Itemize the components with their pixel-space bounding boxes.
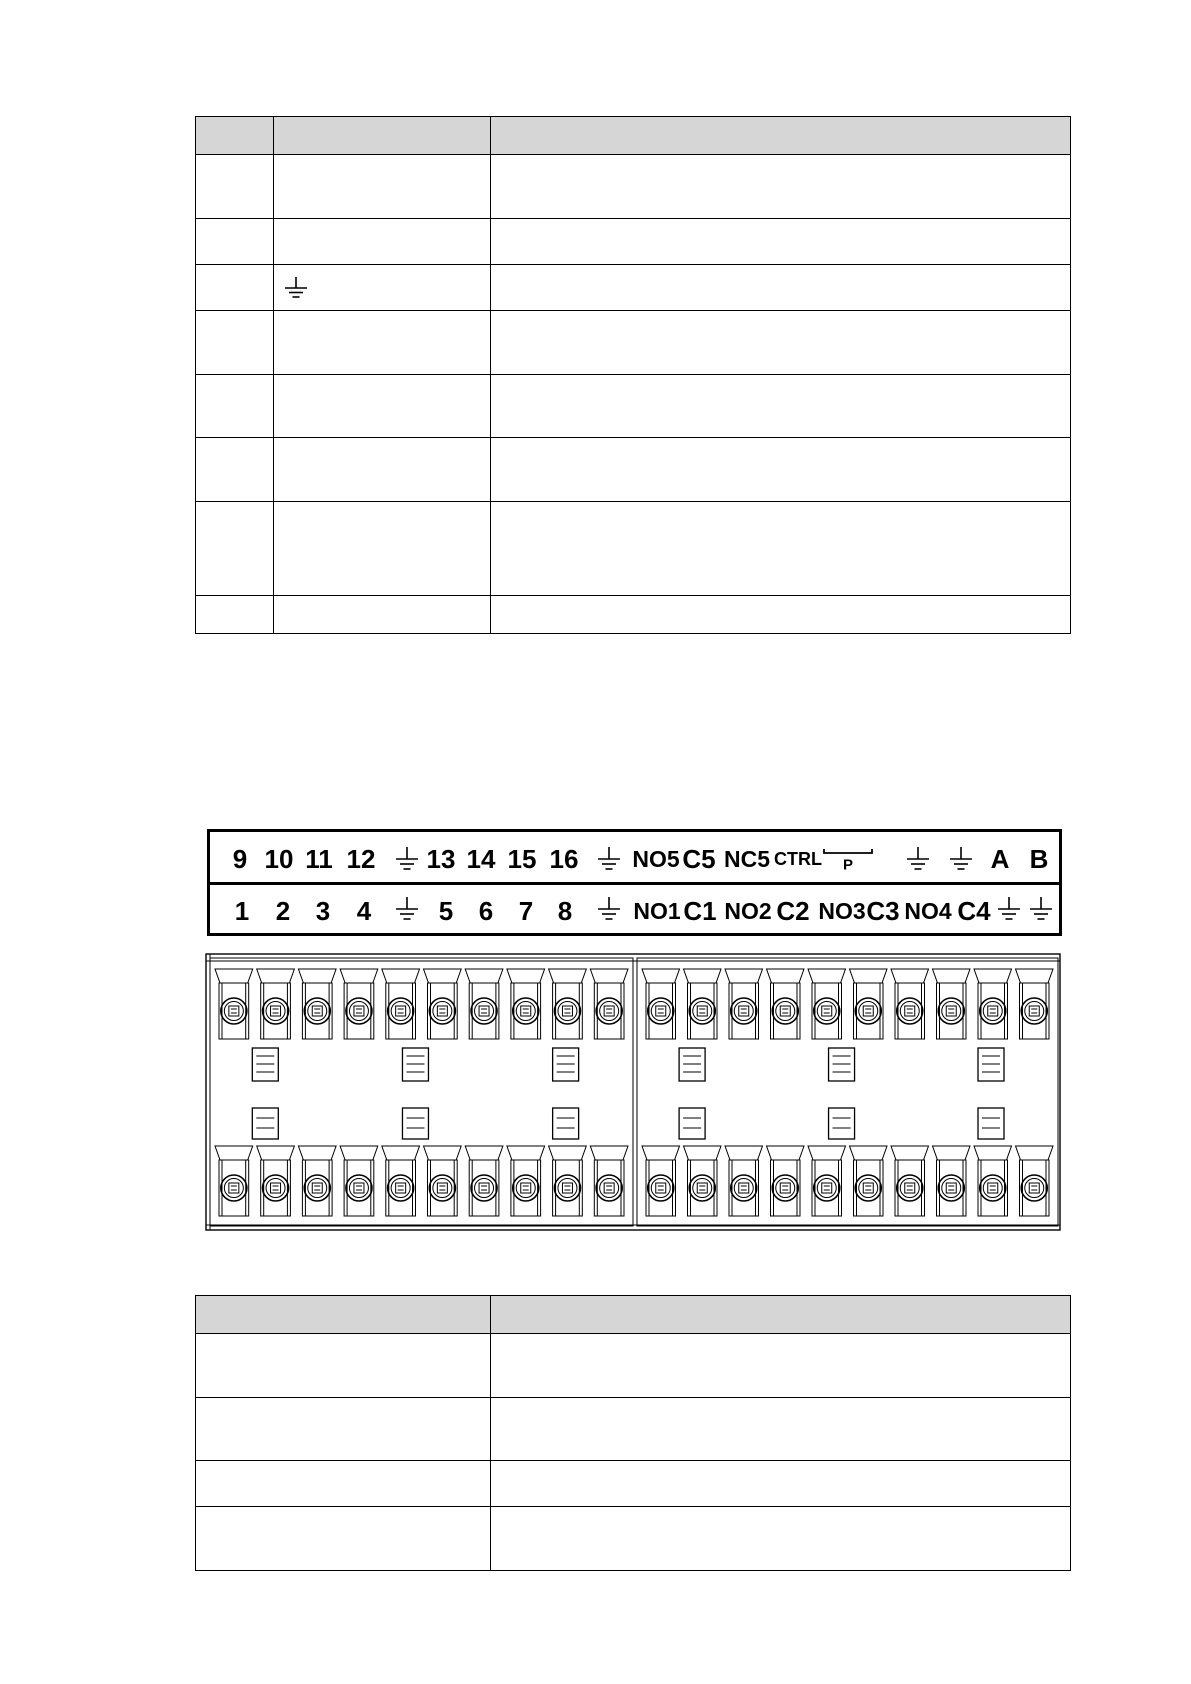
terminal-label: 7 <box>518 896 534 926</box>
terminal-label: 16 <box>549 844 579 874</box>
table-cell <box>491 1398 1071 1461</box>
table-cell-ground <box>274 265 491 311</box>
screw-terminal <box>340 1146 378 1216</box>
terminal-label: C5 <box>682 844 716 874</box>
ground-icon <box>282 276 310 300</box>
terminal-label: C3 <box>866 896 900 926</box>
screw-terminal <box>642 969 680 1039</box>
screw-terminal <box>507 969 545 1039</box>
screw-terminal <box>684 969 722 1039</box>
ground-icon <box>998 897 1020 919</box>
terminal-label: C2 <box>776 896 810 926</box>
table-cell <box>274 596 491 634</box>
screw-terminal <box>891 969 929 1039</box>
latch <box>978 1048 1004 1139</box>
ground-icon <box>950 847 972 869</box>
table-cell <box>491 1507 1071 1571</box>
table-row <box>196 375 1071 438</box>
screw-terminal <box>850 1146 888 1216</box>
latch <box>252 1048 278 1139</box>
screw-terminal <box>257 969 295 1039</box>
terminal-label: 13 <box>426 844 456 874</box>
terminal-label: NO1 <box>633 898 681 924</box>
table-header-row <box>196 1296 1071 1334</box>
top-table <box>195 116 1071 634</box>
table-cell <box>274 438 491 502</box>
table-cell <box>491 438 1071 502</box>
screw-terminal <box>382 969 420 1039</box>
table-row <box>196 219 1071 265</box>
screw-terminal <box>507 1146 545 1216</box>
table-cell <box>196 502 274 596</box>
screw-terminal <box>767 969 805 1039</box>
screw-terminal <box>808 1146 846 1216</box>
screw-terminal <box>1016 1146 1054 1216</box>
terminal-label: 4 <box>356 896 372 926</box>
bottom-table <box>195 1295 1071 1571</box>
table-cell <box>274 375 491 438</box>
terminal-label: 15 <box>507 844 537 874</box>
header-cell <box>491 117 1071 155</box>
screw-terminal <box>642 1146 680 1216</box>
header-cell <box>196 1296 491 1334</box>
screw-terminal <box>974 969 1012 1039</box>
latch <box>402 1048 428 1139</box>
screw-terminal <box>549 969 587 1039</box>
table-row <box>196 1461 1071 1507</box>
terminal-label: NO4 <box>904 898 952 924</box>
table-cell <box>196 1334 491 1398</box>
table-cell <box>196 438 274 502</box>
table-cell <box>196 265 274 311</box>
screw-terminal <box>298 969 336 1039</box>
header-cell <box>491 1296 1071 1334</box>
table-row <box>196 311 1071 375</box>
terminal-label: NC5 <box>723 846 771 872</box>
terminal-label: P <box>842 856 854 874</box>
table-cell <box>196 219 274 265</box>
screw-terminal <box>767 1146 805 1216</box>
ground-icon <box>907 847 929 869</box>
screw-terminal <box>725 1146 763 1216</box>
table-cell <box>491 219 1071 265</box>
screw-terminal <box>891 1146 929 1216</box>
terminal-label: CTRL <box>774 849 822 869</box>
terminal-label: C1 <box>683 896 717 926</box>
terminal-label: 6 <box>478 896 494 926</box>
terminal-label: A <box>990 844 1010 874</box>
table-cell <box>274 502 491 596</box>
screw-terminal <box>340 969 378 1039</box>
terminal-label: 14 <box>466 844 496 874</box>
terminal-label: 11 <box>305 844 333 874</box>
screw-terminal <box>382 1146 420 1216</box>
table-row <box>196 502 1071 596</box>
table-row <box>196 1398 1071 1461</box>
power-switch-icon <box>824 849 872 853</box>
terminal-label: 2 <box>275 896 291 926</box>
table-cell <box>491 375 1071 438</box>
table-cell <box>196 155 274 219</box>
table-cell <box>196 1398 491 1461</box>
ground-icon <box>598 847 620 869</box>
terminal-label: 5 <box>438 896 454 926</box>
table-cell <box>274 219 491 265</box>
screw-terminal <box>424 969 462 1039</box>
table-cell <box>196 596 274 634</box>
table-row <box>196 438 1071 502</box>
terminal-section <box>210 958 633 1226</box>
screw-terminal <box>549 1146 587 1216</box>
table-row <box>196 1334 1071 1398</box>
screw-terminal <box>424 1146 462 1216</box>
screw-terminal <box>465 969 503 1039</box>
table-header-row <box>196 117 1071 155</box>
ground-icon <box>396 847 418 869</box>
terminal-label: 10 <box>264 844 294 874</box>
screw-terminal <box>590 1146 628 1216</box>
terminal-label: 8 <box>557 896 573 926</box>
screw-terminal <box>215 1146 253 1216</box>
terminal-label: NO3 <box>818 898 866 924</box>
table-cell <box>274 155 491 219</box>
table-cell <box>491 155 1071 219</box>
table-cell <box>196 375 274 438</box>
table-cell <box>491 1461 1071 1507</box>
table-row <box>196 265 1071 311</box>
screw-terminal <box>974 1146 1012 1216</box>
ground-icon <box>1030 897 1052 919</box>
terminal-label: NO2 <box>724 898 772 924</box>
screw-terminal <box>850 969 888 1039</box>
header-cell <box>274 117 491 155</box>
connector-labels <box>210 832 1065 939</box>
screw-terminal <box>933 969 971 1039</box>
screw-terminal <box>933 1146 971 1216</box>
ground-icon <box>396 897 418 919</box>
table-cell <box>491 1334 1071 1398</box>
screw-terminal <box>684 1146 722 1216</box>
table-row <box>196 596 1071 634</box>
connector-label-panel <box>207 829 1062 936</box>
screw-terminal <box>1016 969 1054 1039</box>
table-cell <box>196 311 274 375</box>
latch <box>553 1048 579 1139</box>
screw-terminal <box>257 1146 295 1216</box>
terminal-label: C4 <box>957 896 991 926</box>
terminal-label: 3 <box>315 896 331 926</box>
table-cell <box>491 502 1071 596</box>
table-cell <box>491 265 1071 311</box>
table-cell <box>491 311 1071 375</box>
ground-icon <box>598 897 620 919</box>
screw-terminal <box>808 969 846 1039</box>
header-cell <box>196 117 274 155</box>
terminal-label: 9 <box>232 844 248 874</box>
table-row <box>196 1507 1071 1571</box>
terminal-label: NO5 <box>632 846 680 872</box>
screw-terminal <box>725 969 763 1039</box>
screw-terminal <box>298 1146 336 1216</box>
table-row <box>196 155 1071 219</box>
terminal-label: B <box>1029 844 1049 874</box>
table-cell <box>274 311 491 375</box>
terminal-section <box>637 958 1058 1226</box>
screw-terminal <box>465 1146 503 1216</box>
table-cell <box>196 1507 491 1571</box>
table-cell <box>491 596 1071 634</box>
screw-terminal <box>590 969 628 1039</box>
terminal-label: 1 <box>234 896 250 926</box>
latch <box>829 1048 855 1139</box>
screw-terminal <box>215 969 253 1039</box>
terminal-block-drawing <box>205 953 1061 1231</box>
latch <box>679 1048 705 1139</box>
terminal-label: 12 <box>346 844 376 874</box>
table-cell <box>196 1461 491 1507</box>
